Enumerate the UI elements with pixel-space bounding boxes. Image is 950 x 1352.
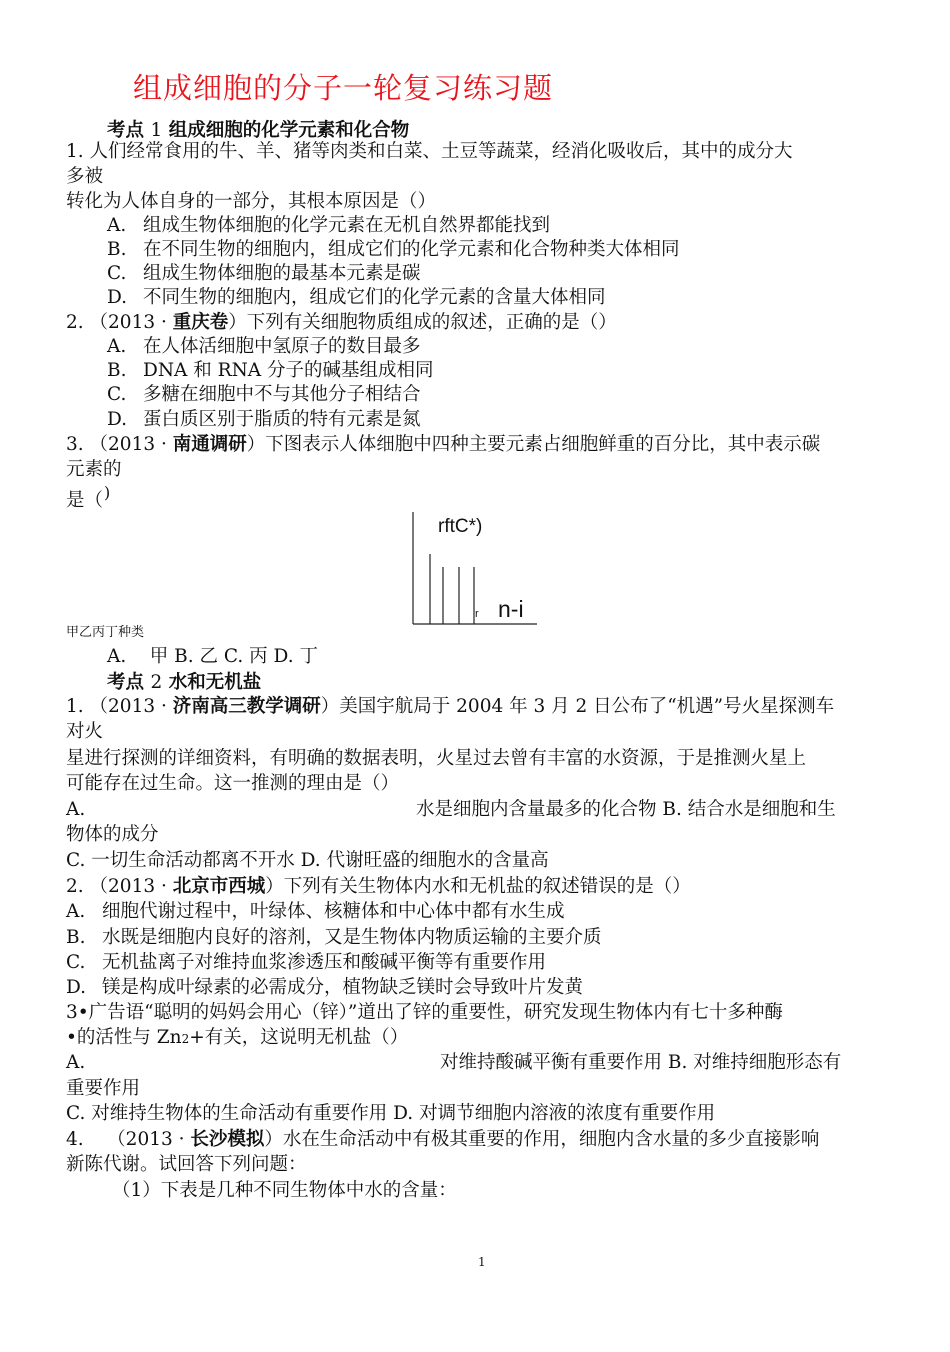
question-text: 1. （2013 · 济南高三教学调研）美国宇航局于 2004 年 3 月 2 日公布了“机遇”号火星探测车 [66, 696, 835, 717]
option-a: A. 组成生物体细胞的化学元素在无机自然界都能找到 [107, 215, 551, 236]
section-heading-2 [107, 668, 261, 694]
question-text: 3•广告语“聪明的妈妈会用心（锌）”道出了锌的重要性，研究发现生物体内有七十多种酶 [66, 1002, 783, 1023]
question-source: 长沙模拟 [190, 1129, 265, 1150]
options-text: 重要作用 [66, 1078, 141, 1099]
option-b: B. 水既是细胞内良好的溶剂，又是生物体内物质运输的主要介质 [66, 927, 602, 948]
question-text: 转化为人体自身的一部分，其根本原因是（） [66, 191, 437, 212]
question-text: 对火 [66, 721, 104, 742]
section-name: 组成细胞的化学元素和化合物 [168, 120, 410, 141]
option-c: C. 无机盐离子对维持血浆渗透压和酸碱平衡等有重要作用 [66, 952, 547, 973]
option-c: C. 组成生物体细胞的最基本元素是碳 [107, 263, 421, 284]
question-text: 2. （2013 · 北京市西城）下列有关生物体内水和无机盐的叙述错误的是（） [66, 876, 691, 897]
options-text: C. 对维持生物体的生命活动有重要作用 D. 对调节细胞内溶液的浓度有重要作用 [66, 1103, 716, 1124]
answer-options: A. 甲 B. 乙 C. 丙 D. 丁 [107, 646, 318, 667]
page-title: 组成细胞的分子一轮复习练习题 [133, 71, 554, 105]
question-text: 元素的 [66, 459, 122, 480]
question-text: 4. （2013 · 长沙模拟）水在生命活动中有极其重要的作用，细胞内含水量的多少直接影响 [66, 1129, 820, 1150]
option-a-label: A. [66, 1052, 86, 1073]
subscript: 2 [181, 1032, 190, 1046]
question-source: 重庆卷 [172, 312, 229, 333]
figure-x-label: n-i [498, 596, 524, 622]
question-text: 1. 人们经常食用的牛、羊、猪等肉类和白菜、土豆等蔬菜，经消化吸收后，其中的成分大 [66, 141, 793, 162]
question-text: 多被 [66, 166, 104, 187]
options-text: 对维持酸碱平衡有重要作用 B. 对维持细胞形态有 [440, 1052, 842, 1073]
question-text: 可能存在过生命。这一推测的理由是（） [66, 773, 400, 794]
option-a: A. 细胞代谢过程中，叶绿体、核糖体和中心体中都有水生成 [66, 901, 565, 922]
question-source: 济南高三教学调研 [172, 696, 321, 717]
question-text: 2. （2013 · 重庆卷）下列有关细胞物质组成的叙述，正确的是（） [66, 312, 617, 333]
section-number: 1 [150, 120, 163, 141]
option-a: A. 在人体活细胞中氢原子的数目最多 [107, 336, 421, 357]
question-text: 是（ [66, 490, 104, 511]
figure-caption: 甲乙丙丁种类 [66, 625, 145, 640]
page-number: 1 [478, 1255, 486, 1269]
options-text: 物体的成分 [66, 824, 159, 845]
section-number: 2 [150, 672, 163, 693]
paren: ) [104, 483, 111, 502]
question-source: 北京市西城 [172, 876, 266, 897]
option-d: D. 镁是构成叶绿素的必需成分，植物缺乏镁时会导致叶片发黄 [66, 977, 584, 998]
figure-marker: r [475, 608, 479, 620]
option-b: B. 在不同生物的细胞内，组成它们的化学元素和化合物种类大体相同 [107, 239, 680, 260]
section-prefix: 考点 [107, 120, 145, 141]
question-subpart: （1）下表是几种不同生物体中水的含量： [112, 1180, 457, 1201]
section-prefix: 考点 [107, 672, 145, 693]
option-a-label: A. [66, 799, 86, 820]
option-d: D. 不同生物的细胞内，组成它们的化学元素的含量大体相同 [107, 287, 606, 308]
question-text: 3. （2013 · 南通调研）下图表示人体细胞中四种主要元素占细胞鲜重的百分比，其中表示碳 [66, 434, 821, 455]
section-name: 水和无机盐 [168, 672, 262, 693]
element-percentage-figure [412, 512, 538, 630]
option-c: C. 多糖在细胞中不与其他分子相结合 [107, 384, 421, 405]
question-text: •的活性与 Zn2+有关，这说明无机盐（） [66, 1027, 409, 1048]
options-text: C. 一切生命活动都离不开水 D. 代谢旺盛的细胞水的含量高 [66, 850, 549, 871]
question-text: 星进行探测的详细资料，有明确的数据表明，火星过去曾有丰富的水资源，于是推测火星上 [66, 748, 807, 769]
question-text: 新陈代谢。试回答下列问题： [66, 1154, 307, 1175]
options-text: 水是细胞内含量最多的化合物 B. 结合水是细胞和生 [416, 799, 836, 820]
figure-y-label: rftC*) [438, 516, 483, 537]
question-source: 南通调研 [172, 434, 247, 455]
option-d: D. 蛋白质区别于脂质的特有元素是氮 [107, 409, 421, 430]
option-b: B. DNA 和 RNA 分子的碱基组成相同 [107, 360, 434, 381]
